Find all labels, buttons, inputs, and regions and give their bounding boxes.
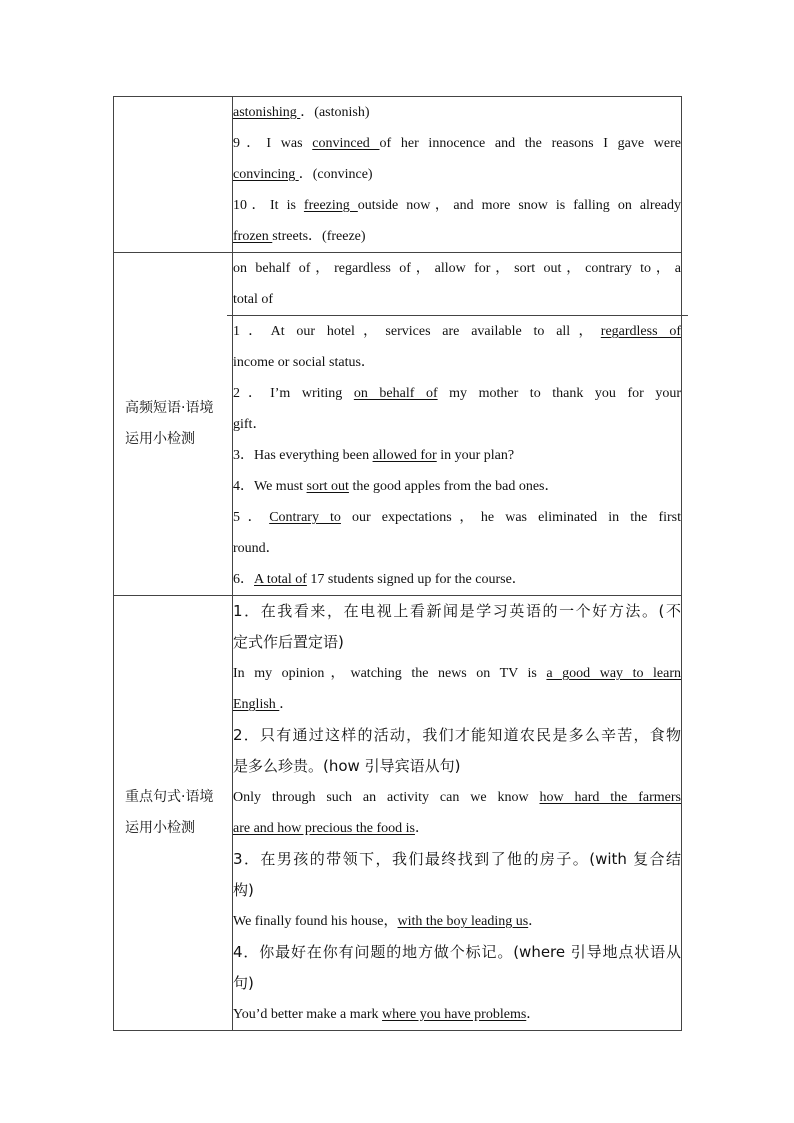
answer-line: gift． (233, 417, 267, 432)
exercise-table (113, 96, 682, 1031)
answer-line: 9．I was convinced of her innocence and the reasons I gave were (233, 136, 681, 151)
phrase-bank-line: on behalf of，regardless of，allow for，sort out，contrary to，a (233, 261, 681, 276)
answer-line: 1．At our hotel，services are available to all，regardless of (233, 324, 681, 339)
answer-line: 2．I’m writing on behalf of my mother to thank you for your (233, 386, 681, 401)
prompt-line: 3．在男孩的带领下，我们最终找到了他的房子。(with 复合结 (233, 850, 681, 868)
answer-blank: Contrary to (269, 510, 341, 525)
answer-blank: how hard the farmers (539, 790, 681, 805)
answer-line: Only through such an activity can we know how hard the farmers (233, 790, 681, 805)
answer-line: In my opinion，watching the news on TV is a good way to learn (233, 666, 681, 681)
phrase-bank-line: total of (233, 292, 274, 307)
answer-blank: astonishing (233, 105, 301, 120)
answer-line: 3．Has everything been allowed for in your plan? (233, 448, 515, 463)
answer-blank: with the boy leading us (397, 914, 529, 929)
prompt-line: 句) (233, 974, 254, 992)
prompt-line: 4．你最好在你有问题的地方做个标记。(where 引导地点状语从 (233, 943, 681, 961)
answer-blank: frozen (233, 229, 273, 244)
answer-line: 4．We must sort out the good apples from the bad ones． (233, 479, 559, 494)
prompt-line: 2．只有通过这样的活动，我们才能知道农民是多么辛苦，食物 (233, 726, 681, 744)
answer-line: 10．It is freezing outside now，and more snow is falling on already (233, 198, 681, 213)
answer-line: astonishing ．(astonish) (233, 105, 370, 120)
prompt-line: 定式作后置定语) (233, 633, 344, 651)
answer-line: are and how precious the food is． (233, 821, 429, 836)
table-row-phrases (114, 253, 682, 596)
section-label: 重点句式·语境运用小检测 (125, 789, 214, 836)
row-label-cell (114, 97, 233, 253)
answer-blank: where you have problems (382, 1007, 527, 1022)
answer-blank: regardless of (600, 324, 681, 339)
answer-line: convincing ．(convince) (233, 167, 373, 182)
answer-blank: freezing (303, 198, 358, 213)
answer-line: round． (233, 541, 280, 556)
answer-blank: English (233, 697, 280, 712)
table-row-word-forms (114, 97, 682, 253)
answer-line: income or social status． (233, 355, 375, 370)
row-label-cell (114, 596, 233, 1031)
section-label: 高频短语·语境运用小检测 (125, 400, 214, 447)
prompt-line: 1．在我看来，在电视上看新闻是学习英语的一个好方法。(不 (233, 602, 681, 620)
prompt-line: 是多么珍贵。(how 引导宾语从句) (233, 757, 461, 775)
answer-blank: on behalf of (353, 386, 438, 401)
answer-line: 5．Contrary to our expectations，he was eliminated in the first (233, 510, 681, 525)
answer-line: frozen streets．(freeze) (233, 229, 366, 244)
answer-line: English ． (233, 697, 294, 712)
answer-blank: convinced (312, 136, 380, 151)
prompt-line: 构) (233, 881, 254, 899)
answer-line: We finally found his house，with the boy leading us． (233, 914, 543, 929)
answer-blank: allowed for (372, 448, 437, 463)
sentences-cell (233, 596, 682, 1031)
phrases-cell (233, 253, 682, 596)
answer-line: 6．A total of 17 students signed up for the course． (233, 572, 526, 587)
answer-blank: A total of (254, 572, 307, 587)
row-label-cell (114, 253, 233, 596)
answer-blank: a good way to learn (546, 666, 681, 681)
table-row-sentences (114, 596, 682, 1031)
answer-line: You’d better make a mark where you have problems． (233, 1007, 541, 1022)
answer-blank: are and how precious the food is (233, 821, 415, 836)
word-forms-cell (233, 97, 682, 253)
answer-blank: convincing (233, 167, 299, 182)
answer-blank: sort out (306, 479, 349, 494)
